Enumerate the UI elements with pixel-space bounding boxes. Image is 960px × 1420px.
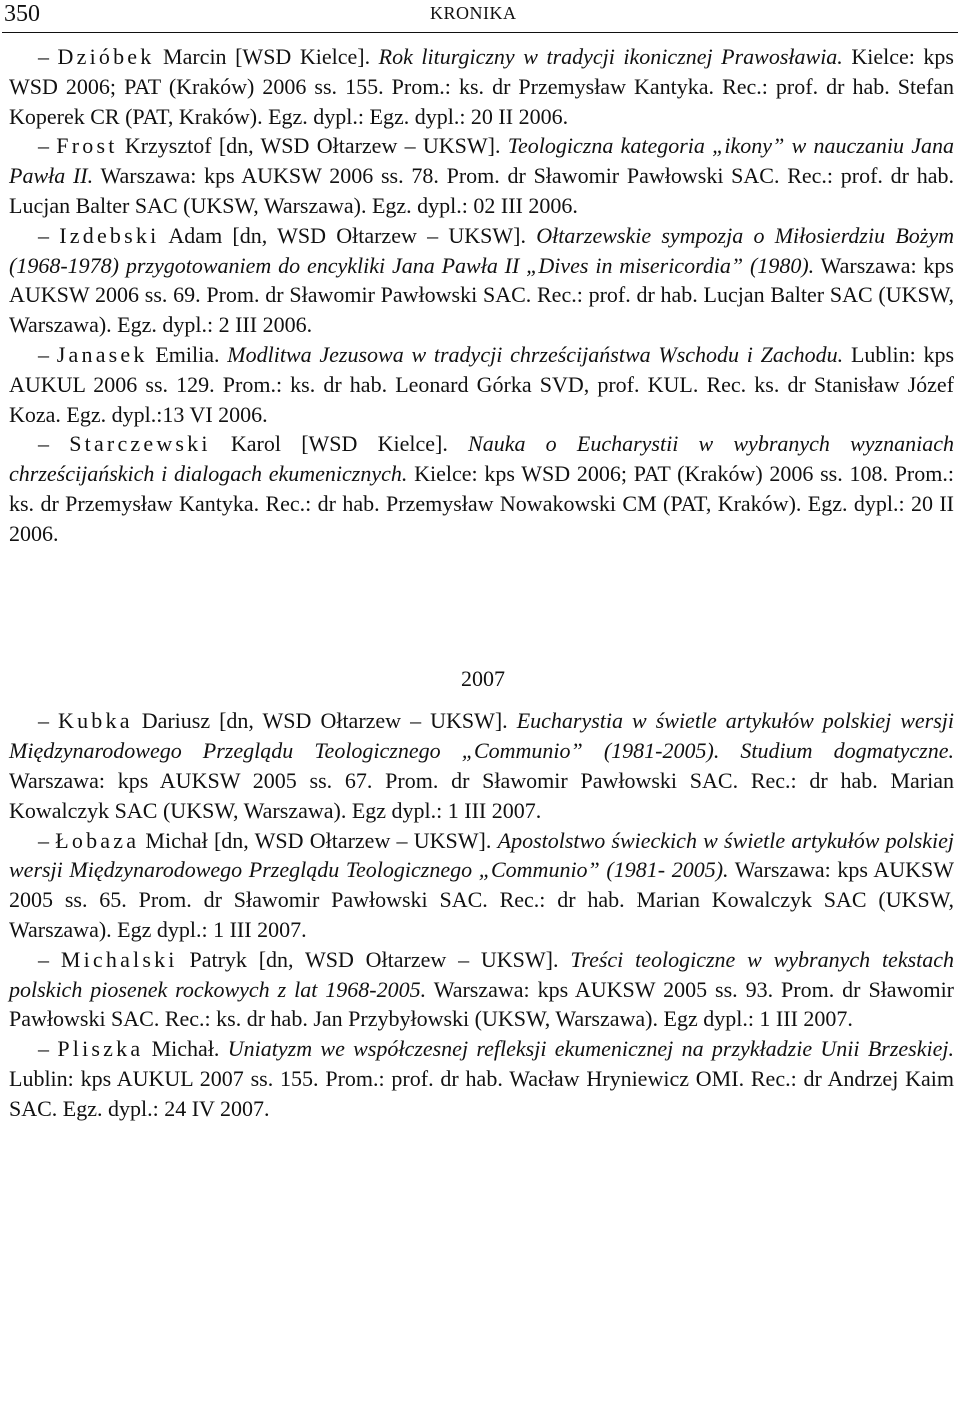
author-details: Michał. bbox=[151, 1036, 220, 1062]
author-surname: Janasek bbox=[56, 341, 148, 367]
thesis-title: Nauka o Eucharystii w wybranych wyznaniach chrześcijańskich i dialogach ekumenicznych. bbox=[9, 431, 954, 487]
author-surname: Frost bbox=[56, 133, 118, 159]
thesis-title: Rok liturgiczny w tradycji ikonicznej Prawosławia. bbox=[378, 44, 843, 69]
thesis-entry: – Starczewski Karol [WSD Kielce]. Nauka o Eucharystii w wybranych wyznaniach chrześcijańskich i dialogach ekumenicznych. Kielce: kps WSD 2006; PAT (Kraków) 2006 ss. 108. Prom.: ks. dr Przemysław Kantyka. Rec.: dr hab. Przemysław Nowakowski CM (PAT, Kraków). Egz. dypl.: 20 II 2006. bbox=[9, 431, 954, 546]
thesis-title: Treści teologiczne w wybranych tekstach polskich piosenek rockowych z lat 1968-2005. bbox=[9, 946, 955, 1002]
thesis-title: Modlitwa Jezusowa w tradycji chrześcijaństwa Wschodu i Zachodu. bbox=[227, 341, 844, 367]
author-details: Adam [dn, WSD Ołtarzew – UKSW]. bbox=[168, 222, 526, 248]
thesis-title: Apostolstwo świeckich w świetle artykułów polskiej wersji Międzynarodowego Przeglądu Teologicznego „Communio” (1981- 2005). bbox=[9, 827, 955, 883]
thesis-details: Warszawa: kps AUKSW 2006 ss. 69. Prom. dr Sławomir Pawłowski SAC. Rec.: prof. dr hab. Lucjan Balter SAC (UKSW, Warszawa). Egz. dypl.: 2 III 2006. bbox=[9, 252, 954, 338]
page-number: 350 bbox=[4, 1, 40, 27]
author-details: Emilia. bbox=[155, 341, 220, 367]
section-2007 bbox=[9, 664, 954, 1124]
author-details: Patryk [dn, WSD Ołtarzew – UKSW]. bbox=[189, 946, 559, 972]
thesis-entry: – Kubka Dariusz [dn, WSD Ołtarzew – UKSW]. Eucharystia w świetle artykułów polskiej wersji Międzynarodowego Przeglądu Teologicznego „Communio” (1981-2005). Studium dogmatyczne. Warszawa: kps AUKSW 2005 ss. 67. Prom. dr Sławomir Pawłowski SAC. Rec.: dr hab. Marian Kowalczyk SAC (UKSW, Warszawa). Egz dypl.: 1 III 2007. bbox=[9, 708, 955, 823]
thesis-entry: – Pliszka Michał. Uniatyzm we współczesnej refleksji ekumenicznej na przykładzie Unii Brzeskiej. Lublin: kps AUKUL 2007 ss. 155. Prom.: prof. dr hab. Wacław Hryniewicz OMI. Rec.: dr Andrzej Kaim SAC. Egz. dypl.: 24 IV 2007. bbox=[9, 1036, 955, 1121]
author-surname: Łobaza bbox=[55, 827, 140, 853]
thesis-details: Lublin: kps AUKUL 2007 ss. 155. Prom.: prof. dr hab. Wacław Hryniewicz OMI. Rec.: dr Andrzej Kaim SAC. Egz. dypl.: 24 IV 2007. bbox=[9, 1065, 954, 1121]
author-details: Krzysztof [dn, WSD Ołtarzew – UKSW]. bbox=[124, 133, 501, 159]
section-2006 bbox=[9, 42, 954, 549]
thesis-entry: – Janasek Emilia. Modlitwa Jezusowa w tradycji chrześcijaństwa Wschodu i Zachodu. Lublin: kps AUKUL 2006 ss. 129. Prom.: ks. dr hab. Leonard Górka SVD, prof. KUL. Rec. ks. dr Stanisław Józef Koza. Egz. dypl.:13 VI 2006. bbox=[9, 341, 955, 427]
thesis-details: Warszawa: kps AUKSW 2006 ss. 78. Prom. dr Sławomir Pawłowski SAC. Rec.: prof. dr hab. Lucjan Balter SAC (UKSW, Warszawa). Egz. dypl.: 02 III 2006. bbox=[9, 163, 954, 218]
thesis-title: Teologiczna kategoria „ikony” w nauczaniu Jana Pawła II. bbox=[9, 133, 955, 189]
author-surname: Kubka bbox=[58, 708, 133, 734]
author-details: Marcin [WSD Kielce]. bbox=[163, 44, 371, 69]
thesis-entry: – Izdebski Adam [dn, WSD Ołtarzew – UKSW]. Ołtarzewskie sympozja o Miłosierdziu Bożym (1968-1978) przygotowaniem do encykliki Jana Pawła II „Dives in misericordia” (1980). Warszawa: kps AUKSW 2006 ss. 69. Prom. dr Sławomir Pawłowski SAC. Rec.: prof. dr hab. Lucjan Balter SAC (UKSW, Warszawa). Egz. dypl.: 2 III 2006. bbox=[9, 222, 955, 338]
author-details: Karol [WSD Kielce]. bbox=[230, 431, 448, 457]
thesis-details: Kielce: kps WSD 2006; PAT (Kraków) 2006 ss. 108. Prom.: ks. dr Przemysław Kantyka. Rec.: dr hab. Przemysław Nowakowski CM (PAT, Kraków). Egz. dypl.: 20 II 2006. bbox=[9, 461, 954, 546]
thesis-title: Uniatyzm we współczesnej refleksji ekumenicznej na przykładzie Unii Brzeskiej. bbox=[227, 1036, 955, 1062]
thesis-title: Ołtarzewskie sympozja o Miłosierdziu Bożym (1968-1978) przygotowaniem do encykliki Jana Pawła II „Dives in misericordia” (1980). bbox=[9, 222, 955, 278]
thesis-entry: – Dzióbek Marcin [WSD Kielce]. Rok liturgiczny w tradycji ikonicznej Prawosławia. Kielce: kps WSD 2006; PAT (Kraków) 2006 ss. 155. Prom.: ks. dr Przemysław Kantyka. Rec.: prof. dr hab. Stefan Koperek CR (PAT, Kraków). Egz. dypl.: Egz. dypl.: 20 II 2006. bbox=[9, 44, 954, 129]
author-surname: Michalski bbox=[60, 946, 178, 972]
author-surname: Dzióbek bbox=[57, 44, 155, 69]
thesis-details: Warszawa: kps AUKSW 2005 ss. 65. Prom. dr Sławomir Pawłowski SAC. Rec.: dr hab. Marian Kowalczyk SAC (UKSW, Warszawa). Egz dypl.: 1 III 2007. bbox=[9, 857, 954, 942]
page-content bbox=[9, 42, 954, 1124]
thesis-details: Lublin: kps AUKUL 2006 ss. 129. Prom.: ks. dr hab. Leonard Górka SVD, prof. KUL. Rec. ks. dr Stanisław Józef Koza. Egz. dypl.:13 VI 2006. bbox=[9, 341, 955, 427]
thesis-title: Eucharystia w świetle artykułów polskiej wersji Międzynarodowego Przeglądu Teologicznego „Communio” (1981-2005). Studium dogmatyczne. bbox=[9, 708, 955, 764]
thesis-details: Warszawa: kps AUKSW 2005 ss. 93. Prom. dr Sławomir Pawłowski SAC. Rec.: ks. dr hab. Jan Przybyłowski (UKSW, Warszawa). Egz dypl.: 1 III 2007. bbox=[9, 976, 955, 1032]
running-head: KRONIKA bbox=[430, 3, 517, 23]
thesis-details: Warszawa: kps AUKSW 2005 ss. 67. Prom. dr Sławomir Pawłowski SAC. Rec.: dr hab. Marian Kowalczyk SAC (UKSW, Warszawa). Egz dypl.: 1 III 2007. bbox=[9, 767, 954, 823]
author-surname: Starczewski bbox=[69, 431, 211, 457]
year-heading: 2007 bbox=[461, 665, 505, 691]
author-surname: Izdebski bbox=[59, 222, 160, 248]
thesis-entry: – Łobaza Michał [dn, WSD Ołtarzew – UKSW]. Apostolstwo świeckich w świetle artykułów polskiej wersji Międzynarodowego Przeglądu Teologicznego „Communio” (1981- 2005). Warszawa: kps AUKSW 2005 ss. 65. Prom. dr Sławomir Pawłowski SAC. Rec.: dr hab. Marian Kowalczyk SAC (UKSW, Warszawa). Egz dypl.: 1 III 2007. bbox=[9, 827, 955, 942]
author-surname: Pliszka bbox=[57, 1036, 144, 1062]
header-rule bbox=[2, 32, 958, 33]
author-details: Michał [dn, WSD Ołtarzew – UKSW]. bbox=[145, 827, 492, 853]
thesis-details: Kielce: kps WSD 2006; PAT (Kraków) 2006 ss. 155. Prom.: ks. dr Przemysław Kantyka. Rec.: prof. dr hab. Stefan Koperek CR (PAT, Kraków). Egz. dypl.: Egz. dypl.: 20 II 2006. bbox=[9, 44, 954, 129]
thesis-entry: – Michalski Patryk [dn, WSD Ołtarzew – UKSW]. Treści teologiczne w wybranych tekstach polskich piosenek rockowych z lat 1968-2005. Warszawa: kps AUKSW 2005 ss. 93. Prom. dr Sławomir Pawłowski SAC. Rec.: ks. dr hab. Jan Przybyłowski (UKSW, Warszawa). Egz dypl.: 1 III 2007. bbox=[9, 946, 955, 1032]
author-details: Dariusz [dn, WSD Ołtarzew – UKSW]. bbox=[141, 708, 508, 734]
page-header bbox=[0, 0, 960, 36]
thesis-entry: – Frost Krzysztof [dn, WSD Ołtarzew – UKSW]. Teologiczna kategoria „ikony” w nauczaniu Jana Pawła II. Warszawa: kps AUKSW 2006 ss. 78. Prom. dr Sławomir Pawłowski SAC. Rec.: prof. dr hab. Lucjan Balter SAC (UKSW, Warszawa). Egz. dypl.: 02 III 2006. bbox=[9, 133, 955, 218]
